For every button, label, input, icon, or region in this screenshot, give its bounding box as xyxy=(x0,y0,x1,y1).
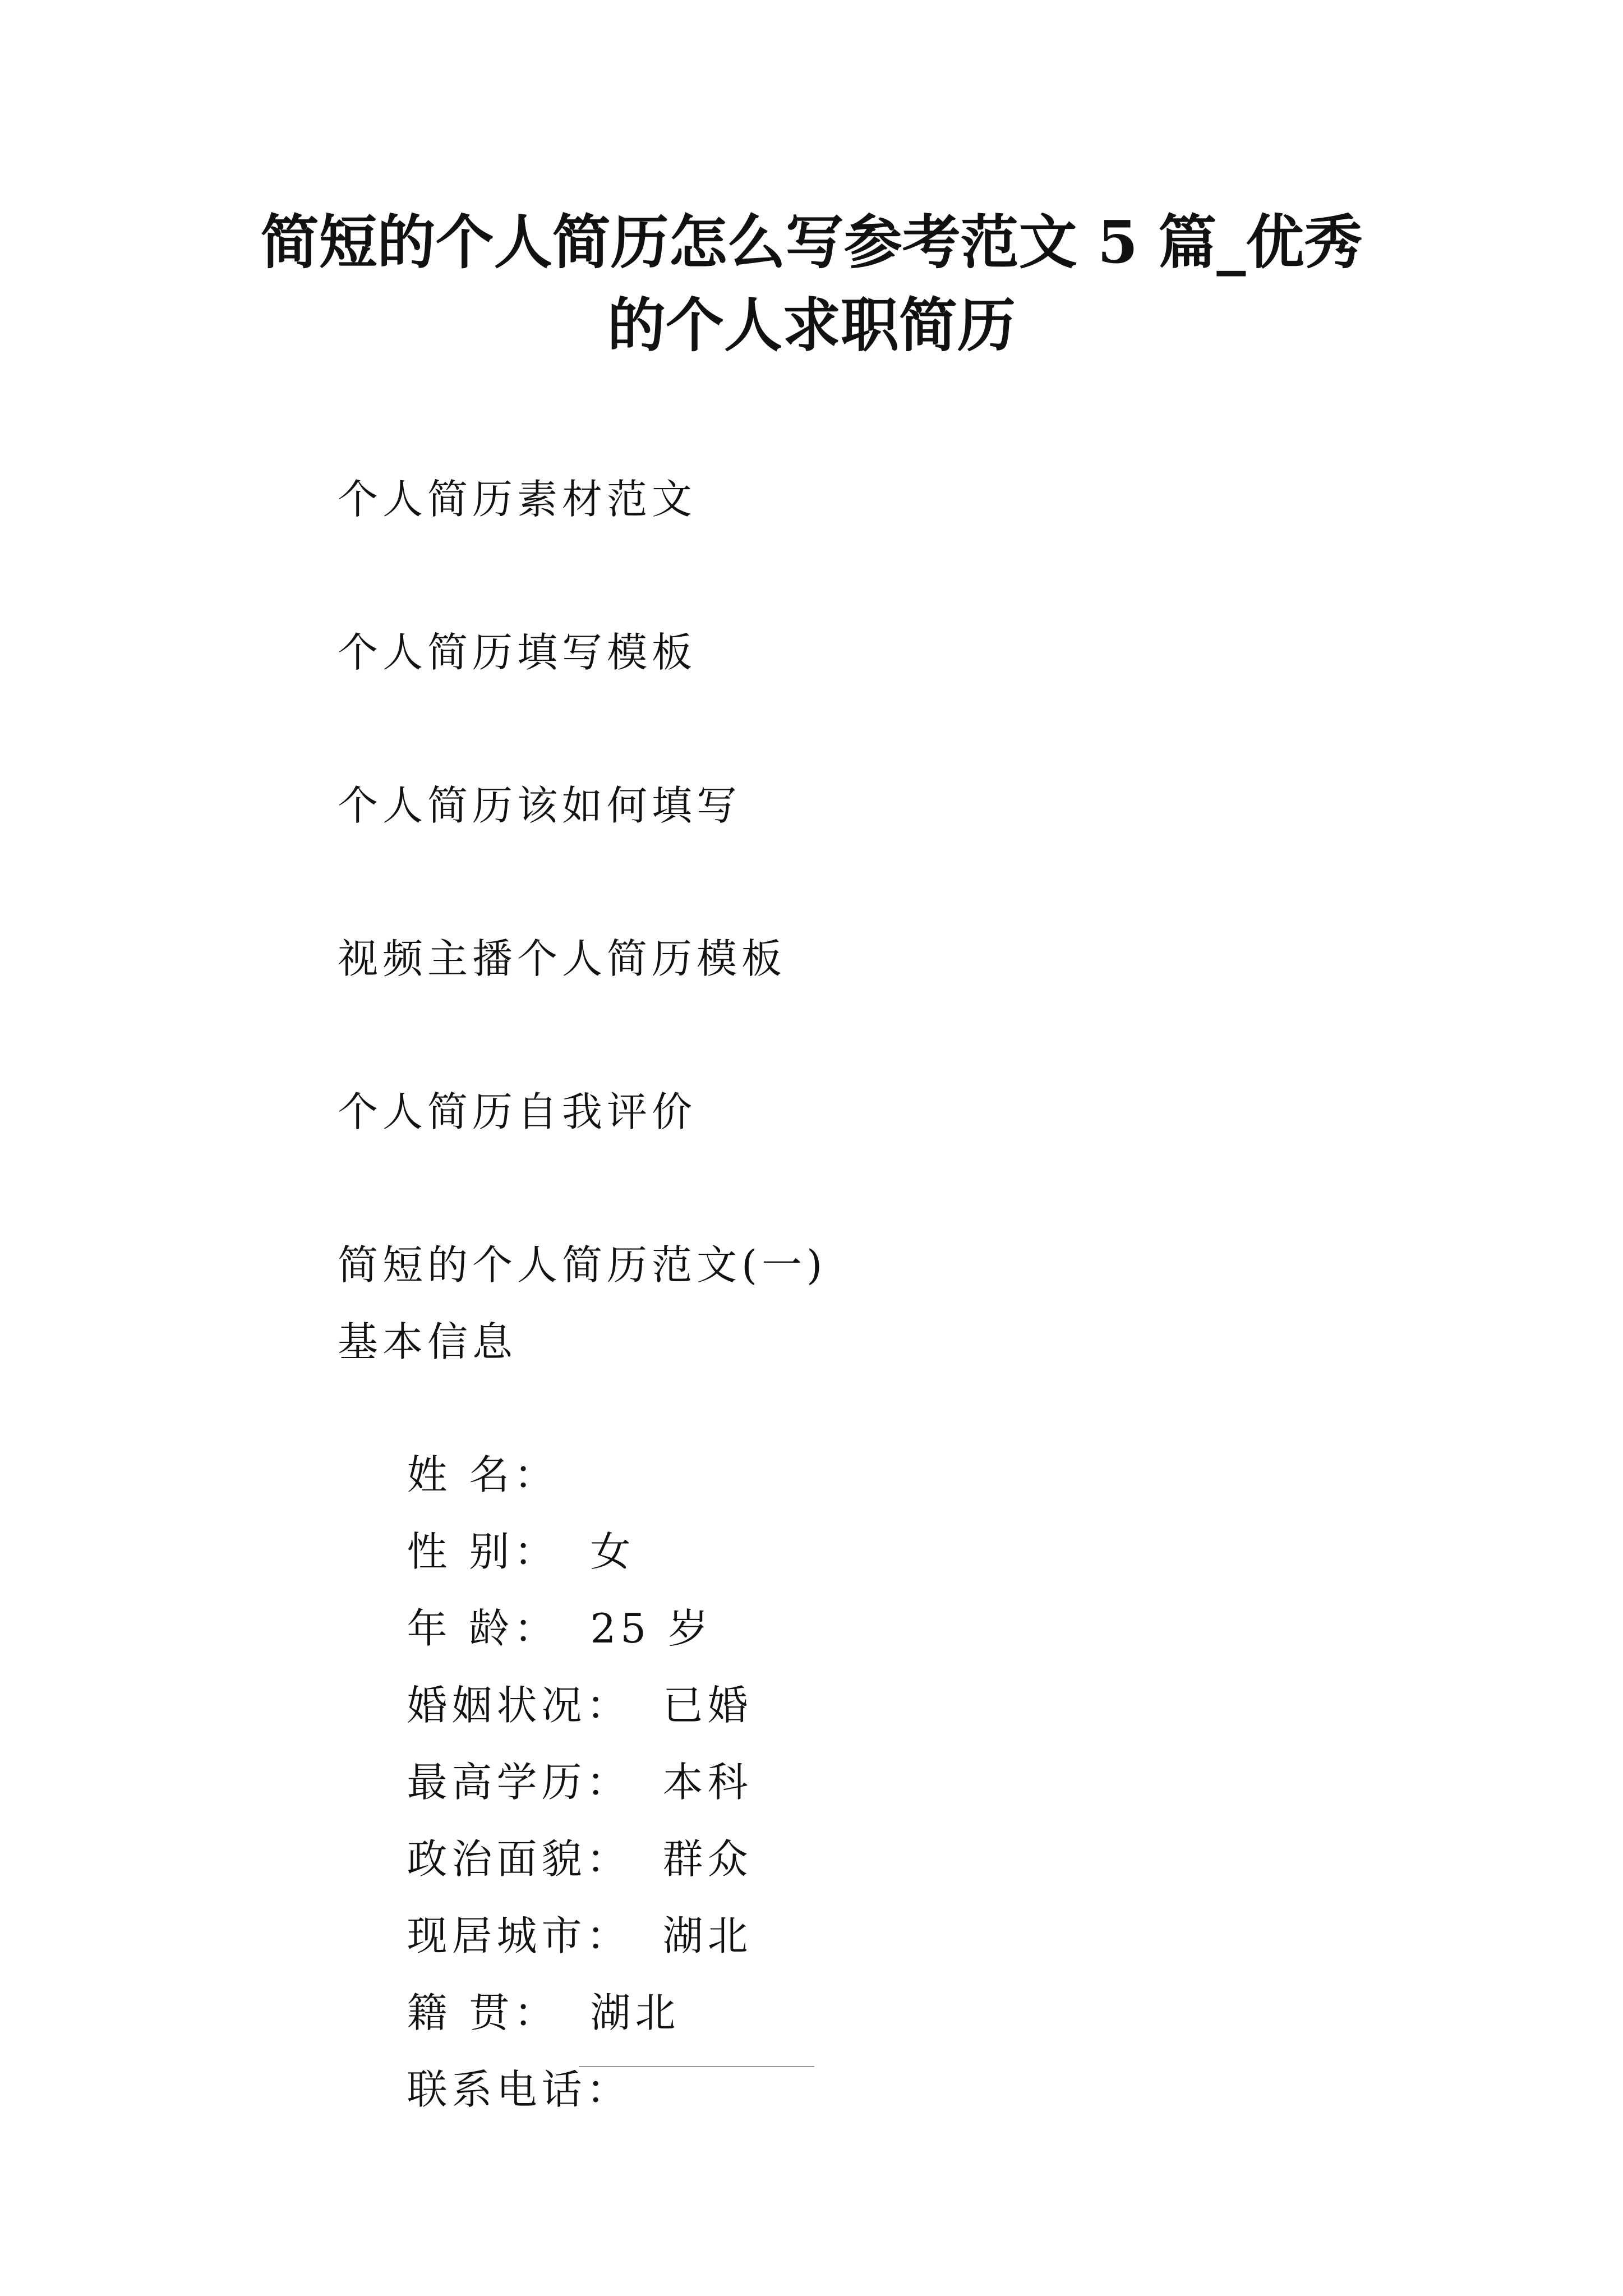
document-title-line-2: 的个人求职简历 xyxy=(607,291,1016,360)
field-age-label: 年 龄： xyxy=(407,1605,559,1652)
phone-blank-underline xyxy=(579,2066,814,2067)
section-heading: 简短的个人简历范文(一) xyxy=(338,1241,827,1289)
section-subheading: 基本信息 xyxy=(338,1318,518,1365)
field-marital-status-value: 已婚 xyxy=(662,1682,753,1729)
related-link-3[interactable]: 个人简历该如何填写 xyxy=(338,782,742,829)
field-political-status-label: 政治面貌： xyxy=(407,1835,631,1883)
field-phone-label: 联系电话： xyxy=(407,2066,631,2113)
field-current-city-label: 现居城市： xyxy=(407,1912,631,1959)
field-political-status-value: 群众 xyxy=(662,1835,753,1883)
field-age-value: 25 岁 xyxy=(590,1605,713,1652)
field-education-label: 最高学历： xyxy=(407,1759,631,1806)
related-link-4[interactable]: 视频主播个人简历模板 xyxy=(338,935,787,982)
related-link-1[interactable]: 个人简历素材范文 xyxy=(338,476,697,523)
field-phone xyxy=(338,2005,631,2230)
document-title-line-1: 简短的个人简历怎么写参考范文 5 篇_优秀 xyxy=(260,208,1363,277)
field-current-city-value: 湖北 xyxy=(662,1912,753,1959)
field-hometown-label: 籍 贯： xyxy=(407,1989,559,2036)
field-marital-status-label: 婚姻状况： xyxy=(407,1682,631,1729)
related-link-2[interactable]: 个人简历填写模板 xyxy=(338,629,697,676)
field-name-label: 姓 名： xyxy=(407,1451,559,1498)
field-gender-value: 女 xyxy=(590,1528,635,1575)
field-gender-label: 性 别： xyxy=(407,1528,559,1575)
field-education-value: 本科 xyxy=(662,1759,753,1806)
related-link-5[interactable]: 个人简历自我评价 xyxy=(338,1088,697,1135)
field-hometown-value: 湖北 xyxy=(590,1989,680,2036)
